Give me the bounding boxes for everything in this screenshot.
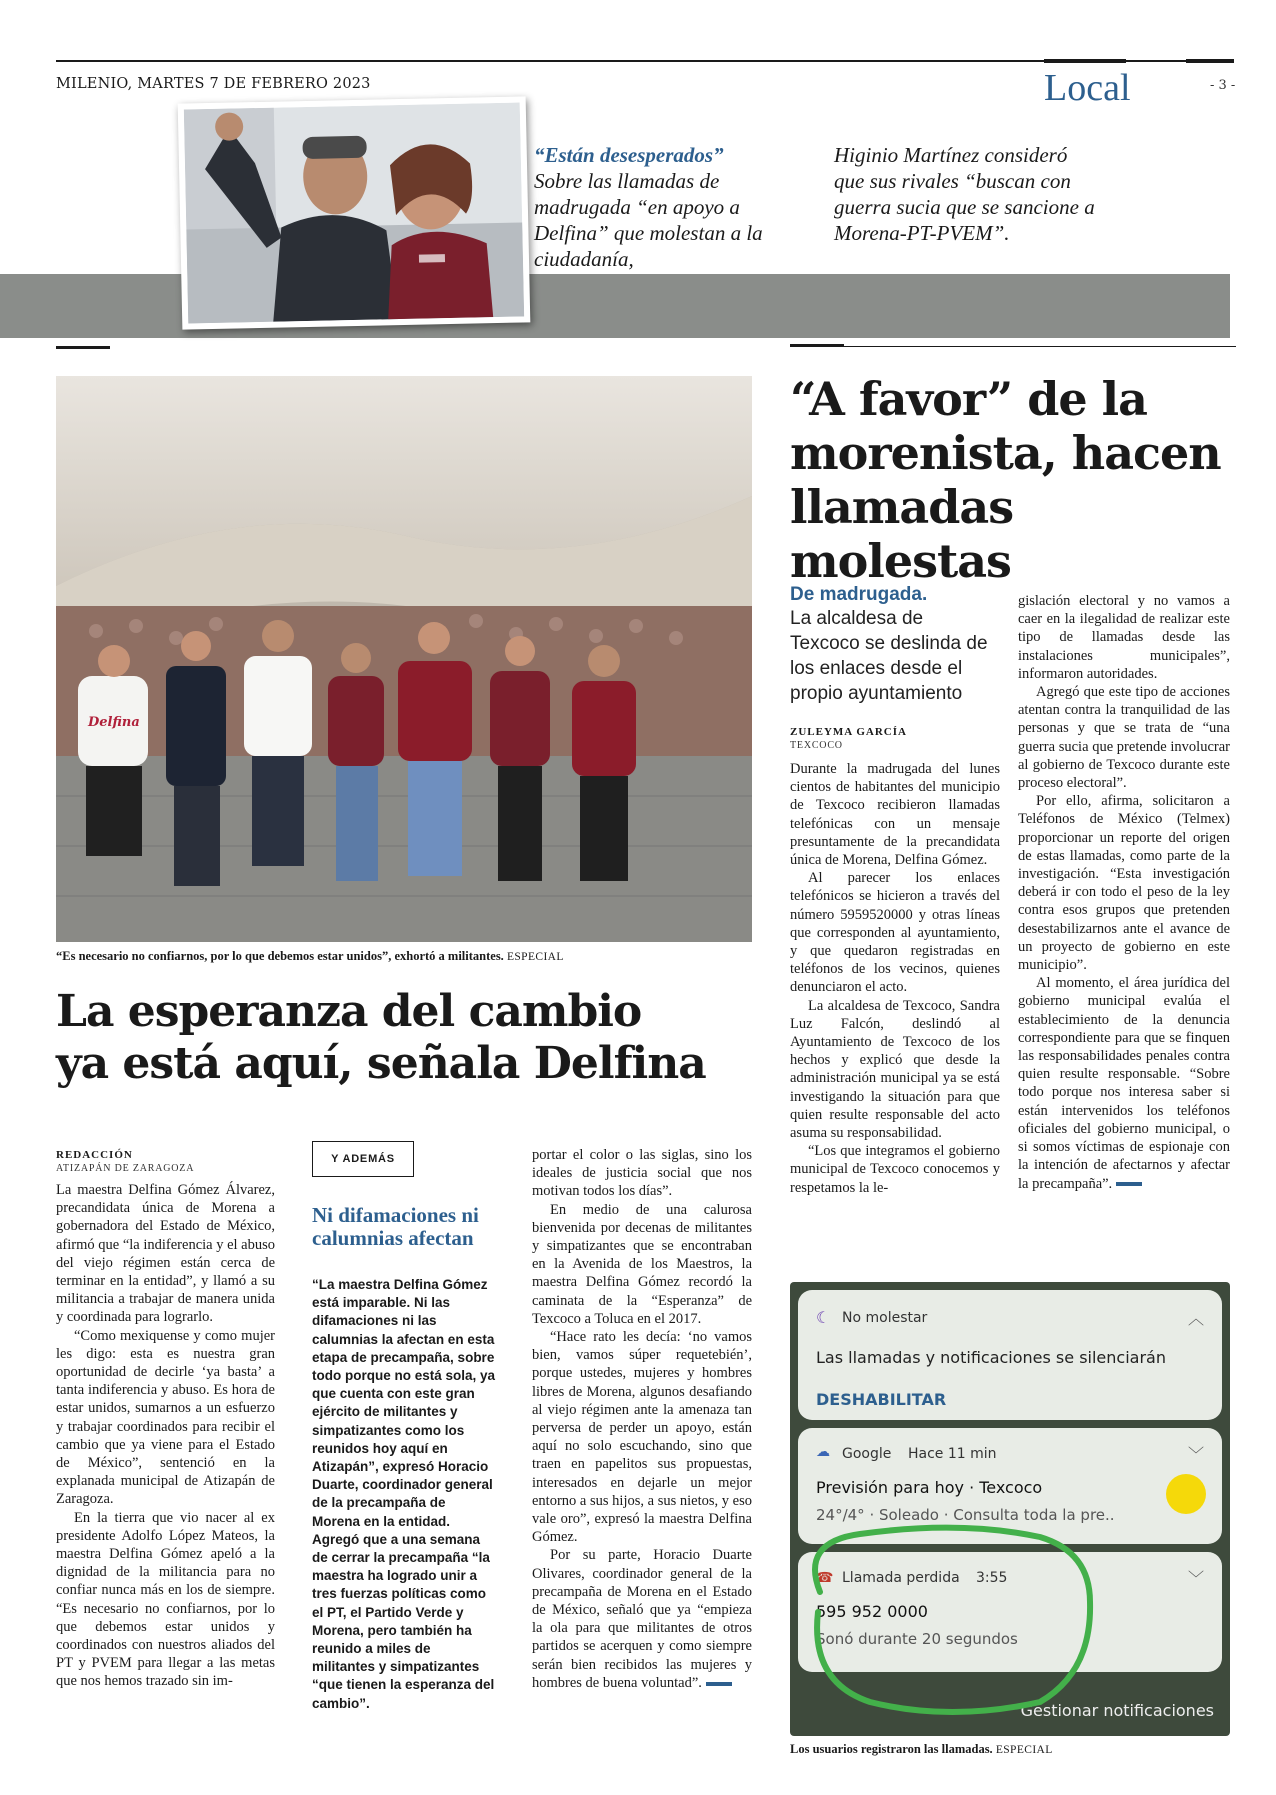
- left-col1-p3: En la tierra que vio nacer al ex presidente Adolfo López Mateos, la maestra Delfina Gómez apeló a la dignidad de la militancia para no confiar nunca más en los de siempre. “Es necesario no confiarnos, por lo que debemos estar unidos y coordinados con nuestros aliados del PT y PVEM para llegar a las metas que nos hemos trazado sin im-: [56, 1509, 275, 1690]
- phone-screenshot: [790, 1282, 1230, 1736]
- left-col1-p1: La maestra Delfina Gómez Álvarez, precandidata única de Morena a gobernadora del Estado de México, afirmó que “la indiferencia y el abuso del viejo régimen están cerca de terminar en la entidad”, y llamó a su militancia a trabajar de manera unida y coordinada para lograrlo.: [56, 1182, 276, 1326]
- right-col1-p2: Al parecer los enlaces telefónicos se hicieron a través del número 5959520000 y otras líneas que corresponden al ayuntamiento, y que quedaron registradas en teléfonos de los vecinos, quienes denunciaron el acto.: [790, 870, 1000, 996]
- top-photo-image: [184, 103, 524, 324]
- phone-credit: ESPECIAL: [995, 1744, 1053, 1756]
- end-mark: [706, 1682, 732, 1686]
- left-headline: [56, 986, 756, 1090]
- pull-quote-left-text: Sobre las llamadas de madrugada “en apoyo a Delfina” que molestan a la ciudadanía,: [534, 169, 763, 271]
- right-col2-p3: Por ello, afirma, solicitaron a Teléfonos de México (Telmex) proporcionar un reporte del origen de estas llamadas, como parte de la investigación. “Esta investigación deberá ir con todo el peso de la ley contra esos grupos que pretenden desestabilizarnos ante el avance de un proyecto de gobierno en este municipio”.: [1018, 793, 1230, 974]
- google-app-name: Google: [842, 1446, 892, 1462]
- phone-caption-text: Los usuarios registraron las llamadas.: [790, 1742, 993, 1756]
- right-col1-p1: Durante la madrugada del lunes cientos de habitantes del municipio de Texcoco recibieron llamadas telefónicas con un mensaje presuntamente de la precandidata única de Morena, Delfina Gómez.: [790, 761, 1000, 869]
- section-name: Local: [1044, 67, 1131, 109]
- left-col3-p4-text: Por su parte, Horacio Duarte Olivares, coordinador general de la precampaña de Morena en el Estado de México, señaló que ya “empieza la ola para que militantes de otros partidos se acerquen y como siempre serán bien recibidos las mujeres y hombres de buena voluntad”.: [532, 1547, 752, 1691]
- main-photo-caption-text: “Es necesario no confiarnos, por lo que debemos estar unidos”, exhortó a militantes.: [56, 949, 504, 963]
- dnd-title: No molestar: [842, 1310, 928, 1326]
- right-col1-p4: “Los que integramos el gobierno municipal de Texcoco conocemos y respetamos la le-: [790, 1143, 1000, 1196]
- sidebar-label: Y ADEMÁS: [331, 1153, 395, 1165]
- left-col3-p2: En medio de una calurosa bienvenida por decenas de militantes y simpatizantes que se encontraban en la Avenida de los Maestros, la maestra Delfina Gómez recordó la caminata de la “Esperanza” de Texcoco a Toluca en el 2017.: [532, 1201, 752, 1327]
- left-col3: [532, 1146, 752, 1692]
- forecast-detail: 24°/4° · Soleado · Consulta toda la pre..: [816, 1506, 1115, 1524]
- left-col1: [56, 1181, 275, 1691]
- main-photo-image: [56, 376, 752, 942]
- left-col3-p1: portar el color o las siglas, sino los ideales de justicia social que nos motivan todos los días”.: [532, 1147, 752, 1200]
- right-col2-p1: gislación electoral y no vamos a caer en la ilegalidad de realizar este tipo de llamadas desde las instalaciones municipales”, informaron autoridades.: [1018, 593, 1230, 682]
- sidebar-title: Ni difamaciones ni calumnias afectan: [312, 1203, 479, 1250]
- left-byline: REDACCIÓN: [56, 1149, 133, 1161]
- sidebar-body: “La maestra Delfina Gómez está imparable. Ni las difamaciones ni las calumnias la afectan en esta etapa de precampaña, sobre todo porque no está sola, ya que cuenta con este gran ejército de militantes y simpatizantes como los reunidos hoy aquí en Atizapán”, expresó Horacio Duarte, coordinador general de la precampaña de Morena en la entidad. Agregó que a una semana de cerrar la precampaña “la maestra ha logrado unir a tres fuerzas políticas como el PT, el Partido Verde y Morena, pero también ha reunido a miles de militantes y simpatizantes “que tienen la esperanza del cambio”.: [312, 1277, 496, 1711]
- chevron-up-icon: ︿: [1187, 1309, 1204, 1328]
- shirt-text: Delfina: [88, 715, 140, 730]
- left-col1-p2: “Como mexiquense y como mujer les digo: esta es nuestra gran oportunidad de decirle ‘ya basta’ a tanta indiferencia y abuso. Es hora de estar unidos, sumarnos a un esfuerzo y trabajar coordinados para recibir el cambio que ya viene para el Estado de México”, sentenció en la explanada municipal de Atizapán de Zaragoza.: [56, 1327, 275, 1508]
- end-mark-right: [1116, 1182, 1142, 1186]
- phone-caption: [790, 1742, 1230, 1757]
- right-col2-p4-text: Al momento, el área jurídica del gobierno municipal evalúa el establecimiento de la denuncia correspondiente para que se finquen las responsabilidades penales contra quien resulte responsable. “Sobre todo porque nos interesa saber si están intervenidos los teléfonos oficiales del gobierno municipal, o si somos víctimas de espionaje con la intención de afectarnos y afectar la precampaña”.: [1018, 975, 1230, 1192]
- right-place: TEXCOCO: [790, 740, 843, 751]
- page-number: - 3 -: [1210, 78, 1236, 93]
- left-col3-p3: “Hace rato les decía: ‘no vamos bien, vamos súper requetebién’, porque ustedes, mujeres y hombres libres de Morena, algunos desafiando al viejo régimen ante la amenaza tan perversa de perder un apoyo, están aquí no solo escuchando, sino que traen en papelitos sus propuestas, interesados en dejarle un mejor entorno a sus hijos, a sus nietos, y eso vale oro”, expresó la maestra Delfina Gómez.: [532, 1329, 752, 1546]
- dnd-text: Las llamadas y notificaciones se silenciarán: [816, 1348, 1166, 1367]
- right-deck-text: La alcaldesa de Texcoco se deslinda de los enlaces desde el propio ayuntamiento: [790, 608, 988, 704]
- right-col2-p2: Agregó que este tipo de acciones atentan contra la tranquilidad de las personas y que se trata de “una guerra sucia que pretende involucrar al gobierno de Texcoco durante este proceso electoral”.: [1018, 684, 1230, 792]
- missed-call-time: 3:55: [976, 1570, 1008, 1586]
- right-headline: “A favor” de la morenista, hacen llamadas molestas: [790, 372, 1221, 588]
- missed-call-duration: Sonó durante 20 segundos: [816, 1630, 1018, 1648]
- right-byline: ZULEYMA GARCÍA: [790, 726, 907, 738]
- main-photo: [56, 376, 752, 942]
- missed-call-title: Llamada perdida: [842, 1570, 960, 1586]
- chevron-down-icon: ﹀: [1187, 1569, 1204, 1588]
- left-headline-line2: ya está aquí, señala Delfina: [56, 1038, 706, 1089]
- missed-call-number: 595 952 0000: [816, 1602, 928, 1621]
- pull-quote-left: [534, 142, 810, 272]
- pull-quote-lead: “Están desesperados”: [534, 143, 724, 167]
- pull-quote-right: Higinio Martínez consideró que sus rivales “buscan con guerra sucia que se sancione a Morena-PT-PVEM”.: [834, 143, 1095, 245]
- dnd-disable-button[interactable]: DESHABILITAR: [816, 1390, 947, 1409]
- left-col3-p4: [532, 1546, 752, 1692]
- edition-date: MILENIO, MARTES 7 DE FEBRERO 2023: [56, 76, 371, 92]
- forecast-title: Previsión para hoy · Texcoco: [816, 1478, 1043, 1497]
- right-deck: [790, 584, 990, 706]
- cloud-icon: ☁: [816, 1444, 830, 1460]
- highlight-circle: [790, 1282, 1230, 1736]
- main-photo-credit: ESPECIAL: [506, 951, 564, 963]
- chevron-down-icon: ﹀: [1187, 1445, 1204, 1464]
- left-headline-line1: La esperanza del cambio: [56, 986, 642, 1037]
- manage-notifications-button[interactable]: Gestionar notificaciones: [1020, 1701, 1214, 1720]
- missed-call-icon: ☎: [816, 1570, 834, 1586]
- top-photo: [178, 96, 531, 329]
- sidebar-label-box: [312, 1141, 414, 1177]
- right-col2-p4: [1018, 974, 1230, 1192]
- right-col1: [790, 760, 1000, 1197]
- google-time: Hace 11 min: [908, 1446, 997, 1462]
- right-kicker: De madrugada.: [790, 584, 928, 605]
- right-col2: [1018, 592, 1230, 1193]
- left-place: ATIZAPÁN DE ZARAGOZA: [56, 1163, 195, 1174]
- moon-icon: ☾: [816, 1308, 831, 1327]
- right-col1-p3: La alcaldesa de Texcoco, Sandra Luz Falcón, deslindó al Ayuntamiento de Texcoco de los hechos y explicó que desde la administración municipal ya se está investigando la situación para que quien resulte responsable del acto asuma su responsabilidad.: [790, 997, 1000, 1142]
- main-photo-caption: [56, 949, 756, 964]
